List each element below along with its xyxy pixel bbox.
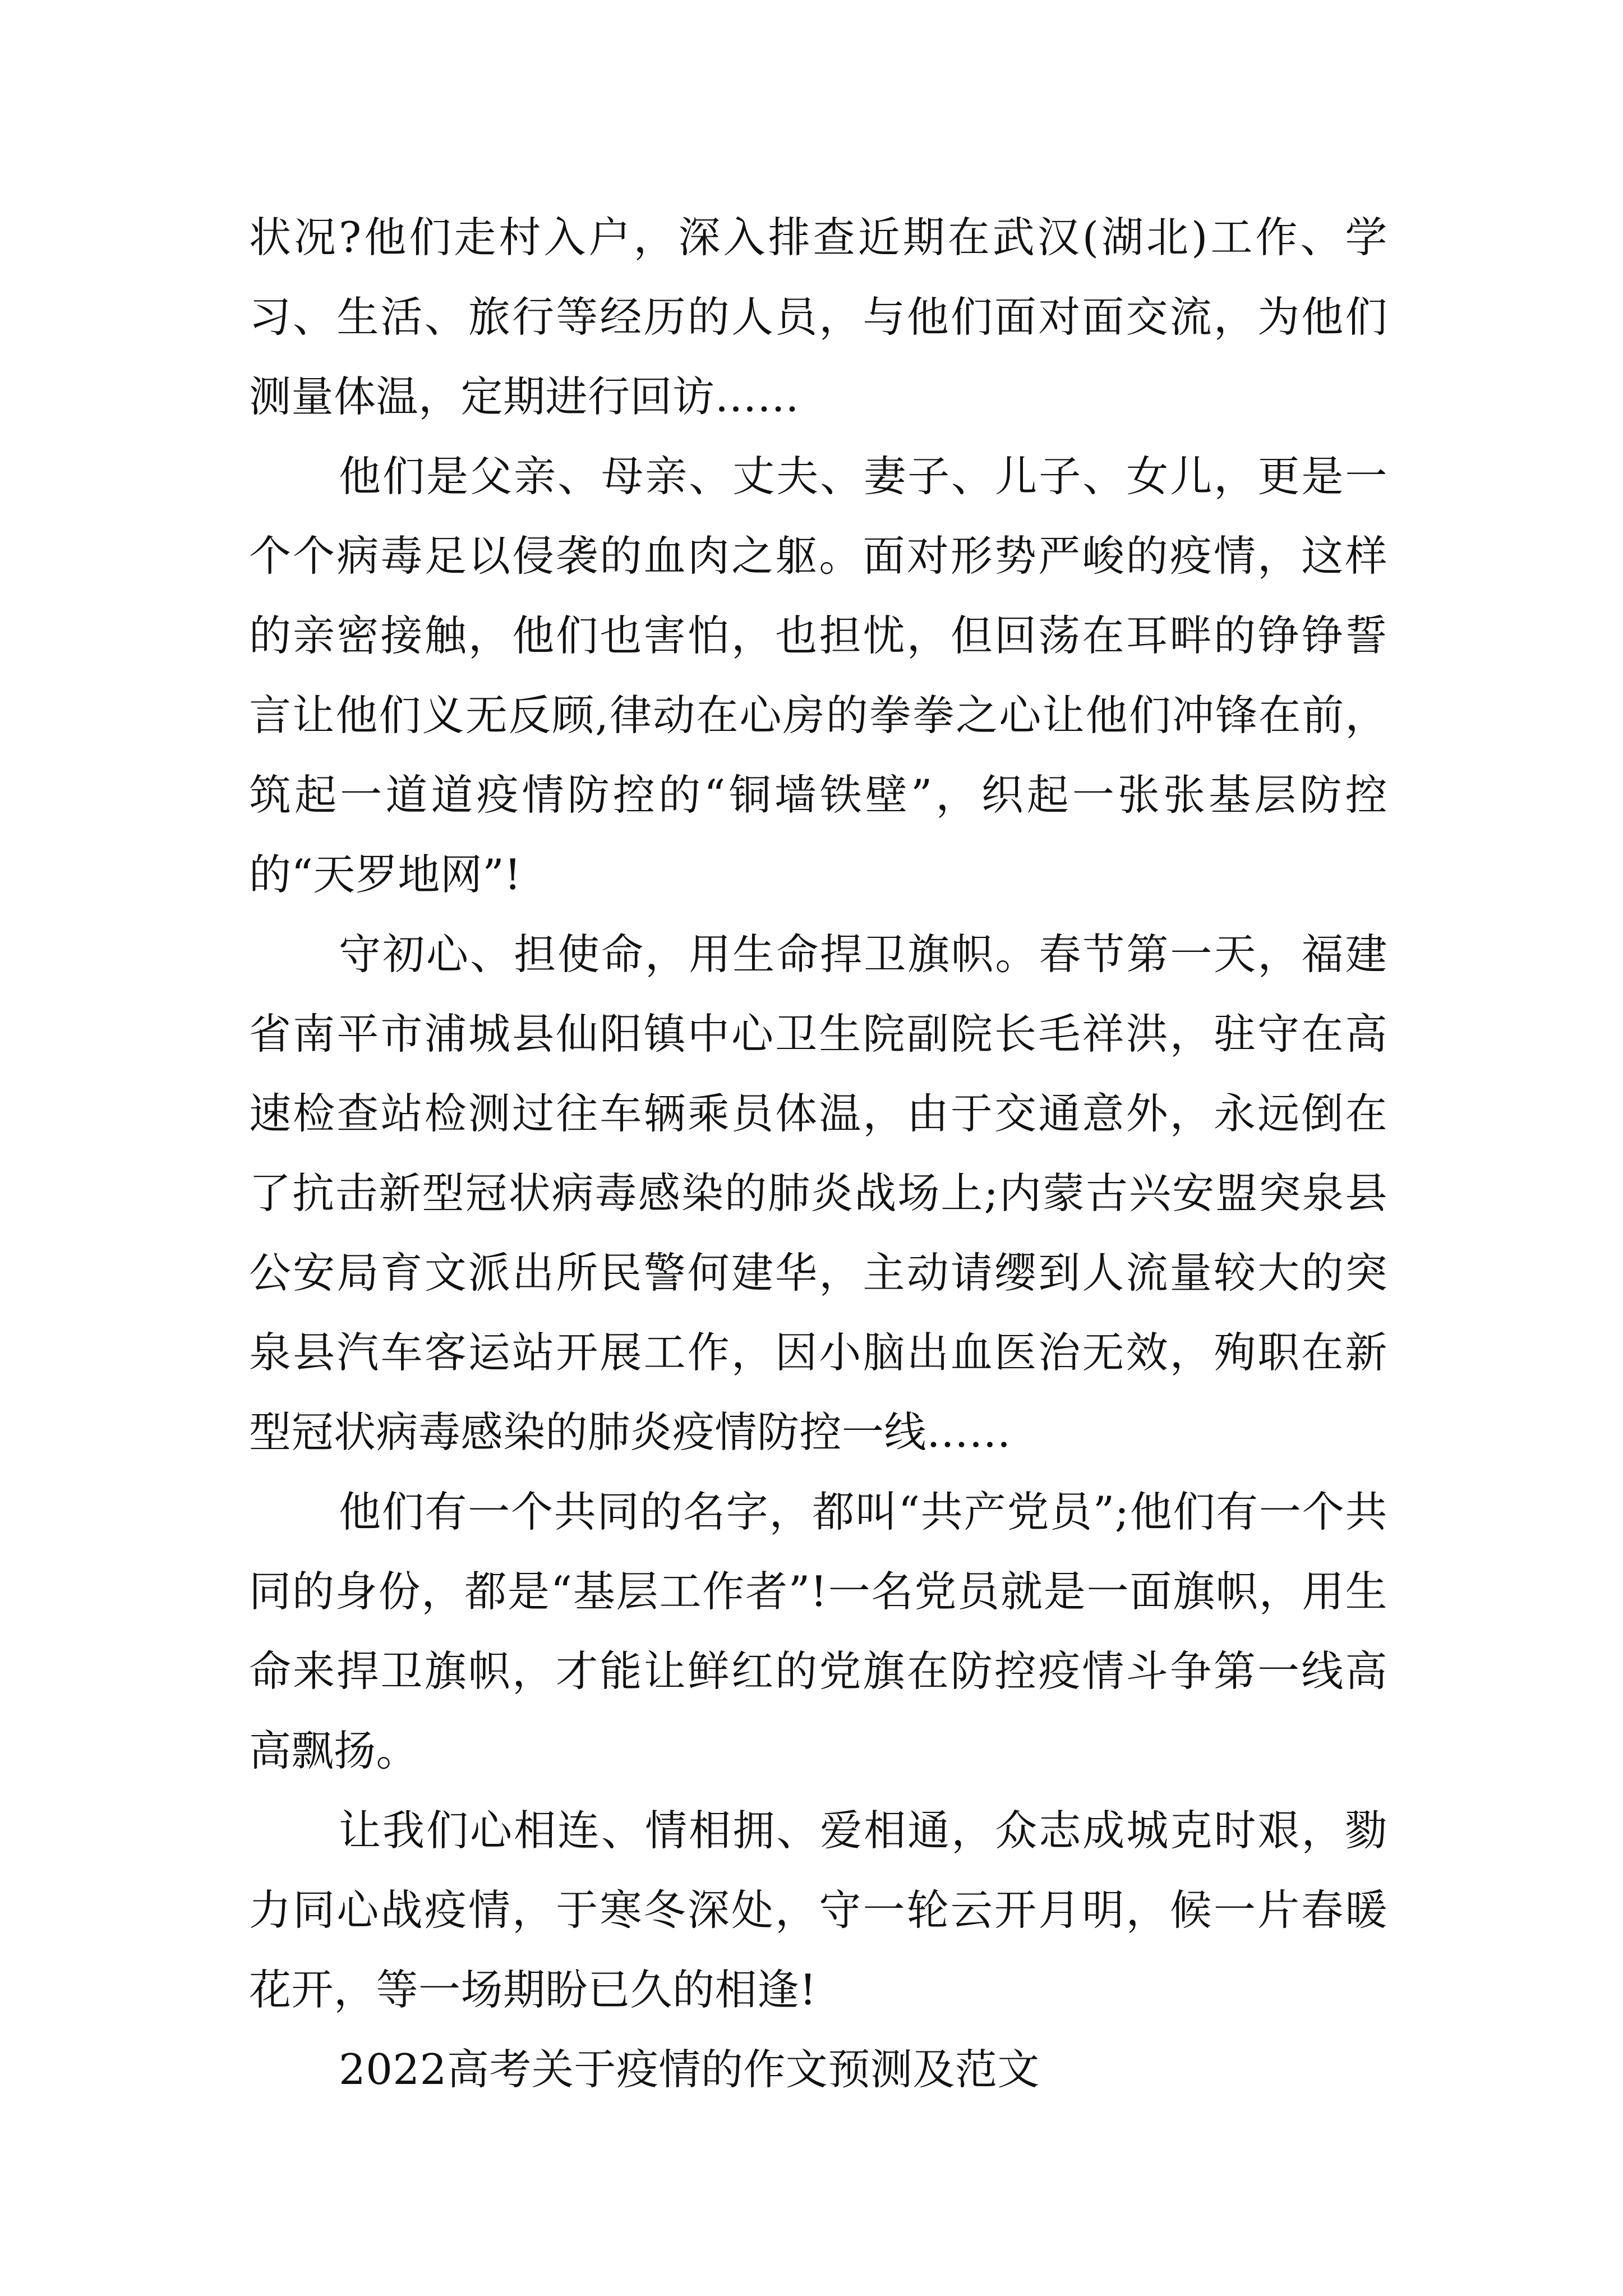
essay-heading: 2022高考关于疫情的作文预测及范文 xyxy=(339,2045,1040,2094)
paragraph-5: 让我们心相连、情相拥、爱相通，众志成城克时艰，勠力同心战疫情，于寒冬深处，守一轮云开月明，候一片春暖花开，等一场期盼已久的相逢! xyxy=(249,1806,1387,2014)
paragraph-2: 他们是父亲、母亲、丈夫、妻子、儿子、女儿，更是一个个病毒足以侵袭的血肉之躯。面对形势严峻的疫情，这样的亲密接触，他们也害怕，也担忧，但回荡在耳畔的铮铮誓言让他们义无反顾,律动在心房的拳拳之心让他们冲锋在前，筑起一道道疫情防控的“铜墙铁壁”，织起一张张基层防控的“天罗地网”! xyxy=(249,452,1387,899)
document-body xyxy=(249,197,1387,2109)
paragraph-3: 守初心、担使命，用生命捍卫旗帜。春节第一天，福建省南平市浦城县仙阳镇中心卫生院副院长毛祥洪，驻守在高速检查站检测过往车辆乘员体温，由于交通意外，永远倒在了抗击新型冠状病毒感染的肺炎战场上;内蒙古兴安盟突泉县公安局育文派出所民警何建华，主动请缨到人流量较大的突泉县汽车客运站开展工作，因小脑出血医治无效，殉职在新型冠状病毒感染的肺炎疫情防控一线…… xyxy=(249,930,1387,1457)
paragraph-4: 他们有一个共同的名字，都叫“共产党员”;他们有一个共同的身份，都是“基层工作者”!一名党员就是一面旗帜，用生命来捍卫旗帜，才能让鲜红的党旗在防控疫情斗争第一线高高飘扬。 xyxy=(249,1487,1387,1775)
paragraph-1: 状况?他们走村入户，深入排查近期在武汉(湖北)工作、学习、生活、旅行等经历的人员，与他们面对面交流，为他们测量体温，定期进行回访…… xyxy=(249,213,1387,421)
